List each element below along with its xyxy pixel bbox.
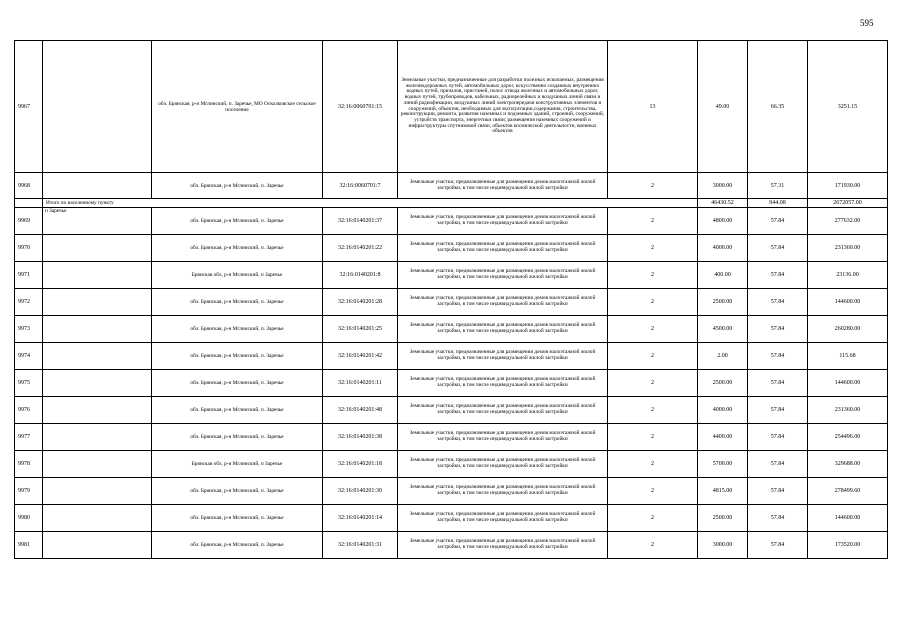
location-cell: обл. Брянская, р-н Мглинский, п. Заречье	[152, 505, 323, 532]
land-use-cell: Земельные участки, предназначенные для размещения домов малоэтажной жилой застройки, в том числе индивидуальной жилой застройки	[398, 316, 608, 343]
table-row	[15, 262, 888, 289]
location-cell: обл. Брянская, р-н Мглинский, п. Заречье	[152, 424, 323, 451]
rate-cell: 57.84	[748, 532, 808, 559]
cadastral-number-cell: 32:16:0060701:7	[323, 173, 398, 199]
rate-cell: 57.84	[748, 370, 808, 397]
land-use-cell: Земельные участки, предназначенные для размещения домов малоэтажной жилой застройки, в том числе индивидуальной жилой застройки	[398, 208, 608, 235]
cadastral-value-cell: 171930.00	[808, 173, 888, 199]
cadastral-number-cell: 32:16:0140201:30	[323, 478, 398, 505]
area-cell: 4815.00	[698, 478, 748, 505]
cadastral-number-cell: 32:16:0140201:18	[323, 451, 398, 478]
cadastral-number-cell: 32:16:0140201:25	[323, 316, 398, 343]
summary-label: Итого по населенному пункту	[43, 199, 698, 208]
table-row	[15, 397, 888, 424]
group-cell: 2	[608, 316, 698, 343]
row-number: 9981	[15, 532, 43, 559]
area-cell: 3000.00	[698, 532, 748, 559]
table-row	[15, 41, 888, 173]
cadastral-value-cell: 278499.60	[808, 478, 888, 505]
group-cell: 2	[608, 424, 698, 451]
cadastral-number-cell: 32:16:0140201:11	[323, 370, 398, 397]
cadastral-value-cell: 254496.00	[808, 424, 888, 451]
land-use-cell: Земельные участки, предназначенные для размещения домов малоэтажной жилой застройки, в том числе индивидуальной жилой застройки	[398, 532, 608, 559]
row-number: 9978	[15, 451, 43, 478]
land-use-cell: Земельные участки, предназначенные для размещения домов малоэтажной жилой застройки, в том числе индивидуальной жилой застройки	[398, 370, 608, 397]
table-row	[15, 478, 888, 505]
blank-cell	[43, 316, 152, 343]
cadastral-value-cell: 3251.15	[808, 41, 888, 173]
row-number: 9977	[15, 424, 43, 451]
cadastral-value-cell: 115.68	[808, 343, 888, 370]
cadastral-value-cell: 260280.00	[808, 316, 888, 343]
land-use-cell: Земельные участки, предназначенные для размещения домов малоэтажной жилой застройки, в том числе индивидуальной жилой застройки	[398, 424, 608, 451]
row-number: 9973	[15, 316, 43, 343]
cadastral-value-cell: 144600.00	[808, 505, 888, 532]
area-cell: 49.00	[698, 41, 748, 173]
location-cell: обл. Брянская, р-н Мглинский, п. Заречье	[152, 289, 323, 316]
location-cell: обл. Брянская, р-н Мглинский, п. Заречье	[152, 478, 323, 505]
area-cell: 2500.00	[698, 289, 748, 316]
blank-cell	[43, 173, 152, 199]
summary-area: 46430.52	[698, 199, 748, 208]
blank-cell	[43, 397, 152, 424]
group-cell: 2	[608, 173, 698, 199]
blank-cell	[43, 235, 152, 262]
row-number: 9968	[15, 173, 43, 199]
cadastral-value-table	[14, 40, 888, 559]
table-row	[15, 451, 888, 478]
row-number: 9976	[15, 397, 43, 424]
blank-cell	[43, 451, 152, 478]
area-cell: 4500.00	[698, 316, 748, 343]
area-cell: 3000.00	[698, 173, 748, 199]
area-cell: 4000.00	[698, 397, 748, 424]
table-row	[15, 532, 888, 559]
location-cell: обл. Брянская, р-н Мглинский, п. Заречье	[152, 370, 323, 397]
group-cell: 2	[608, 208, 698, 235]
group-cell: 2	[608, 262, 698, 289]
area-cell: 4000.00	[698, 235, 748, 262]
group-cell: 2	[608, 478, 698, 505]
cadastral-number-cell: 32:16:0140201:31	[323, 532, 398, 559]
cadastral-value-cell: 329688.00	[808, 451, 888, 478]
row-number: 9979	[15, 478, 43, 505]
group-cell: 2	[608, 343, 698, 370]
rate-cell: 57.84	[748, 343, 808, 370]
location-cell: Брянская обл, р-н Мглинский, п Заречье	[152, 262, 323, 289]
rate-cell: 57.84	[748, 208, 808, 235]
land-use-cell: Земельные участки, предназначенные для размещения домов малоэтажной жилой застройки, в том числе индивидуальной жилой застройки	[398, 235, 608, 262]
location-cell: Брянская обл, р-н Мглинский, п Заречье	[152, 451, 323, 478]
cadastral-number-cell: 32:16:0140201:48	[323, 397, 398, 424]
group-cell: 2	[608, 397, 698, 424]
cadastral-value-cell: 173520.00	[808, 532, 888, 559]
land-use-cell: Земельные участки, предназначенные для размещения домов малоэтажной жилой застройки, в том числе индивидуальной жилой застройки	[398, 451, 608, 478]
group-cell: 2	[608, 370, 698, 397]
row-number: 9975	[15, 370, 43, 397]
table-row	[15, 424, 888, 451]
location-cell: обл. Брянская, р-н Мглинский, п. Заречье	[152, 532, 323, 559]
land-use-cell: Земельные участки, предназначенные для размещения домов малоэтажной жилой застройки, в том числе индивидуальной жилой застройки	[398, 173, 608, 199]
cadastral-value-cell: 231360.00	[808, 397, 888, 424]
row-number: 9974	[15, 343, 43, 370]
cadastral-number-cell: 32:16:0140201:8	[323, 262, 398, 289]
cadastral-value-cell: 23136.00	[808, 262, 888, 289]
table-row	[15, 208, 888, 235]
cadastral-number-cell: 32:16:0140201:38	[323, 424, 398, 451]
area-cell: 2.00	[698, 343, 748, 370]
land-use-cell: Земельные участки, предназначенные для размещения домов малоэтажной жилой застройки, в том числе индивидуальной жилой застройки	[398, 289, 608, 316]
cadastral-value-cell: 277632.00	[808, 208, 888, 235]
group-cell: 2	[608, 451, 698, 478]
rate-cell: 66.35	[748, 41, 808, 173]
rate-cell: 57.31	[748, 173, 808, 199]
cadastral-value-cell: 144600.00	[808, 289, 888, 316]
land-use-cell: Земельные участки, предназначенные для разработки полезных ископаемых, размещения железнодорожных путей, автомобильных дорог, искусственно созданных внутренних водных путей, причалов, пристаней, полос отвода железных и автомобильных дорог, водных путей, трубопроводов, кабельных, радиорелейных и воздушных линий связи и линий радиофикации, воздушных линий электропередачи конструктивных элементов и сооружений, объектов, необходимых для эксплуатации,содержания, строительства, реконструкции, ремонта, развития наземных и подземных зданий, строений, сооружений, устройств транспорта, энергетики связи; размещения наземных сооружений и инфраструктуры спутниковой связи, объектов космической деятельности, военных объектов	[398, 41, 608, 173]
table-row	[15, 173, 888, 199]
area-cell: 400.00	[698, 262, 748, 289]
group-cell: 2	[608, 532, 698, 559]
blank-cell	[43, 424, 152, 451]
area-cell: 4800.00	[698, 208, 748, 235]
blank-cell	[43, 532, 152, 559]
rate-cell: 57.84	[748, 316, 808, 343]
area-cell: 2500.00	[698, 505, 748, 532]
location-cell: обл. Брянская, р-н Мглинский, п. Заречье	[152, 397, 323, 424]
location-cell: обл. Брянская, р-н Мглинский, п. Заречье	[152, 173, 323, 199]
blank-cell	[43, 343, 152, 370]
cadastral-number-cell: 32:16:0140201:28	[323, 289, 398, 316]
summary-row	[15, 199, 888, 208]
location-cell: обл. Брянская, р-н Мглинский, п. Заречье	[152, 343, 323, 370]
rate-cell: 57.84	[748, 289, 808, 316]
area-cell: 2500.00	[698, 370, 748, 397]
rate-cell: 57.84	[748, 397, 808, 424]
rate-cell: 57.84	[748, 262, 808, 289]
blank-cell	[43, 41, 152, 173]
row-number: 9967	[15, 41, 43, 173]
blank-cell	[43, 478, 152, 505]
land-use-cell: Земельные участки, предназначенные для размещения домов малоэтажной жилой застройки, в том числе индивидуальной жилой застройки	[398, 397, 608, 424]
cadastral-number-cell: 32:16:0140201:22	[323, 235, 398, 262]
rate-cell: 57.84	[748, 424, 808, 451]
rate-cell: 57.84	[748, 451, 808, 478]
location-cell: обл. Брянская, р-н Мглинский, п. Заречье	[152, 316, 323, 343]
row-number: 9970	[15, 235, 43, 262]
summary-value: 2672057.00	[808, 199, 888, 208]
table-row	[15, 316, 888, 343]
table-row	[15, 505, 888, 532]
rate-cell: 57.84	[748, 505, 808, 532]
blank-cell	[43, 289, 152, 316]
blank-cell	[43, 262, 152, 289]
land-use-cell: Земельные участки, предназначенные для размещения домов малоэтажной жилой застройки, в том числе индивидуальной жилой застройки	[398, 505, 608, 532]
cadastral-number-cell: 32:16:0060701:15	[323, 41, 398, 173]
group-cell: 2	[608, 235, 698, 262]
table-row	[15, 370, 888, 397]
area-cell: 5700.00	[698, 451, 748, 478]
table-row	[15, 343, 888, 370]
blank-cell	[15, 199, 43, 208]
row-number: 9969	[15, 208, 43, 235]
land-use-cell: Земельные участки, предназначенные для размещения домов малоэтажной жилой застройки, в том числе индивидуальной жилой застройки	[398, 478, 608, 505]
location-cell: обл. Брянская, р-н Мглинский, п. Заречье	[152, 235, 323, 262]
blank-cell	[43, 370, 152, 397]
row-number: 9980	[15, 505, 43, 532]
cadastral-number-cell: 32:16:0140201:37	[323, 208, 398, 235]
rate-cell: 57.84	[748, 478, 808, 505]
location-cell: обл. Брянская, р-н Мглинский, п. Заречье	[152, 208, 323, 235]
row-number: 9971	[15, 262, 43, 289]
cadastral-number-cell: 32:16:0140201:14	[323, 505, 398, 532]
area-cell: 4400.00	[698, 424, 748, 451]
rate-cell: 57.84	[748, 235, 808, 262]
cadastral-value-cell: 231360.00	[808, 235, 888, 262]
cadastral-number-cell: 32:16:0140201:42	[323, 343, 398, 370]
table-row	[15, 289, 888, 316]
summary-rate: 944.08	[748, 199, 808, 208]
table-row	[15, 235, 888, 262]
group-cell: 2	[608, 289, 698, 316]
cadastral-value-cell: 144600.00	[808, 370, 888, 397]
group-cell: 2	[608, 505, 698, 532]
page-number: 595	[860, 18, 874, 28]
land-use-cell: Земельные участки, предназначенные для размещения домов малоэтажной жилой застройки, в том числе индивидуальной жилой застройки	[398, 343, 608, 370]
group-cell: 13	[608, 41, 698, 173]
row-number: 9972	[15, 289, 43, 316]
land-use-cell: Земельные участки, предназначенные для размещения домов малоэтажной жилой застройки, в том числе индивидуальной жилой застройки	[398, 262, 608, 289]
blank-cell	[43, 505, 152, 532]
location-cell: обл. Брянская, р-н Мглинский, п. Заречье, МО Осколковское сельское поселение	[152, 41, 323, 173]
settlement-subheader: п Заречье	[43, 208, 152, 235]
